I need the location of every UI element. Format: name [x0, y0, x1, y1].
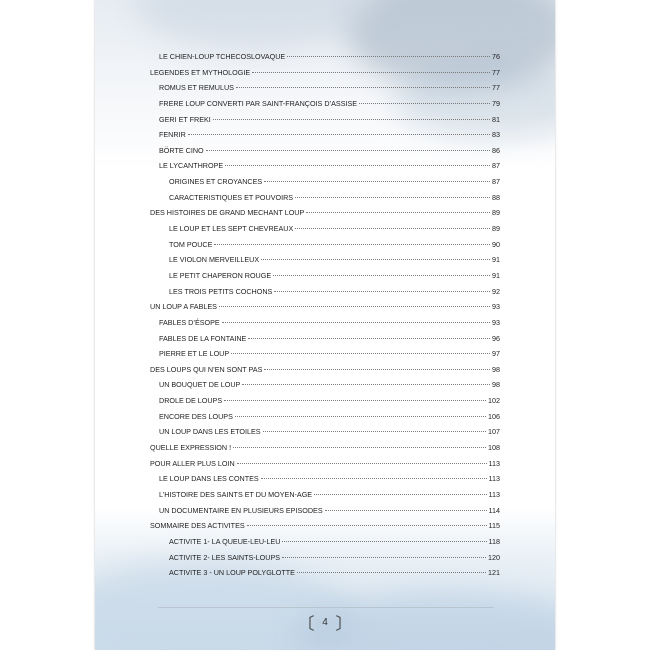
- toc-entry[interactable]: [150, 537, 500, 553]
- toc-entry-title: L’HISTOIRE DES SAINTS ET DU MOYEN-AGE: [159, 489, 313, 499]
- toc-entry[interactable]: [150, 459, 500, 475]
- toc-entry-title: LE LOUP ET LES SEPT CHEVREAUX: [169, 224, 294, 234]
- toc-entry-title: TOM POUCE: [169, 239, 213, 249]
- toc-entry-page: 113: [488, 489, 500, 499]
- toc-entry-title: ROMUS ET REMULUS: [159, 83, 234, 93]
- toc-entry-page: 86: [492, 145, 500, 155]
- toc-leader-dots: [306, 212, 490, 213]
- toc-entry[interactable]: [150, 318, 500, 334]
- toc-entry-title: LE LYCANTHROPE: [159, 161, 224, 171]
- toc-entry-title: UN BOUQUET DE LOUP: [159, 380, 241, 390]
- toc-entry[interactable]: [150, 240, 500, 256]
- toc-entry-title: LE PETIT CHAPERON ROUGE: [169, 270, 272, 280]
- toc-entry-title: LE CHIEN-LOUP TCHECOSLOVAQUE: [159, 52, 286, 61]
- toc-leader-dots: [231, 353, 490, 354]
- toc-entry[interactable]: [150, 161, 500, 177]
- toc-entry-page: 93: [492, 302, 500, 312]
- watercolor-cloud: [135, 0, 375, 50]
- toc-entry-title: SOMMAIRE DES ACTIVITES: [150, 521, 245, 531]
- toc-leader-dots: [242, 384, 490, 385]
- toc-entry-page: 92: [492, 286, 500, 296]
- toc-entry[interactable]: [150, 177, 500, 193]
- toc-entry[interactable]: [150, 474, 500, 490]
- toc-entry[interactable]: [150, 68, 500, 84]
- toc-entry[interactable]: [150, 443, 500, 459]
- toc-entry-title: FABLES D’ÉSOPE: [159, 317, 220, 327]
- table-of-contents: [150, 52, 500, 584]
- toc-leader-dots: [264, 181, 490, 182]
- toc-entry[interactable]: [150, 521, 500, 537]
- toc-entry-title: LES TROIS PETITS COCHONS: [169, 286, 273, 296]
- toc-entry-page: 120: [488, 552, 500, 562]
- toc-leader-dots: [264, 369, 490, 370]
- toc-leader-dots: [274, 291, 490, 292]
- toc-leader-dots: [261, 478, 487, 479]
- toc-entry-title: ACTIVITE 3 - UN LOUP POLYGLOTTE: [169, 568, 295, 578]
- toc-entry[interactable]: [150, 130, 500, 146]
- toc-leader-dots: [252, 72, 490, 73]
- toc-entry-title: DES LOUPS QUI N’EN SONT PAS: [150, 364, 263, 374]
- toc-leader-dots: [206, 150, 490, 151]
- toc-entry[interactable]: [150, 412, 500, 428]
- toc-entry-page: 114: [488, 505, 500, 515]
- toc-leader-dots: [295, 197, 490, 198]
- toc-entry-title: LE LOUP DANS LES CONTES: [159, 474, 259, 484]
- toc-entry-page: 121: [488, 568, 500, 578]
- toc-entry[interactable]: [150, 208, 500, 224]
- toc-entry[interactable]: [150, 287, 500, 303]
- toc-entry-page: 106: [488, 411, 500, 421]
- toc-entry-title: CARACTERISTIQUES ET POUVOIRS: [169, 192, 294, 202]
- toc-entry-page: 81: [492, 114, 500, 124]
- toc-entry-page: 115: [488, 521, 500, 531]
- toc-leader-dots: [213, 119, 490, 120]
- toc-leader-dots: [219, 306, 490, 307]
- toc-leader-dots: [314, 494, 486, 495]
- toc-entry[interactable]: [150, 334, 500, 350]
- toc-entry[interactable]: [150, 193, 500, 209]
- toc-leader-dots: [359, 103, 490, 104]
- toc-entry-page: 107: [488, 427, 500, 437]
- toc-entry-title: ENCORE DES LOUPS: [159, 411, 233, 421]
- toc-entry-page: 77: [492, 67, 500, 77]
- toc-entry[interactable]: [150, 553, 500, 569]
- page-number-value: 4: [322, 616, 328, 628]
- toc-leader-dots: [287, 56, 490, 57]
- toc-entry-page: 96: [492, 333, 500, 343]
- toc-entry-page: 90: [492, 239, 500, 249]
- toc-leader-dots: [282, 557, 486, 558]
- toc-entry[interactable]: [150, 490, 500, 506]
- toc-entry[interactable]: [150, 568, 500, 584]
- toc-entry-title: LE VIOLON MERVEILLEUX: [169, 255, 260, 265]
- toc-entry-page: 76: [492, 52, 500, 61]
- toc-entry[interactable]: [150, 427, 500, 443]
- toc-entry-page: 118: [488, 536, 500, 546]
- toc-entry-page: 89: [492, 224, 500, 234]
- toc-leader-dots: [261, 259, 490, 260]
- toc-entry[interactable]: [150, 224, 500, 240]
- toc-entry[interactable]: [150, 146, 500, 162]
- toc-entry-page: 113: [488, 458, 500, 468]
- toc-entry-title: FENRIR: [159, 130, 186, 140]
- toc-entry-title: FRERE LOUP CONVERTI PAR SAINT-FRANÇOIS D’ASSISE: [159, 98, 358, 108]
- toc-entry-page: 98: [492, 380, 500, 390]
- toc-leader-dots: [295, 228, 490, 229]
- toc-leader-dots: [282, 541, 486, 542]
- toc-entry-title: GERI ET FREKI: [159, 114, 211, 124]
- toc-entry-title: LEGENDES ET MYTHOLOGIE: [150, 67, 251, 77]
- footer-divider: [158, 607, 493, 608]
- toc-entry-title: DES HISTOIRES DE GRAND MECHANT LOUP: [150, 208, 305, 218]
- toc-entry-title: DROLE DE LOUPS: [159, 396, 223, 406]
- toc-entry[interactable]: [150, 365, 500, 381]
- toc-leader-dots: [214, 244, 490, 245]
- toc-leader-dots: [235, 416, 486, 417]
- page-number: [298, 613, 352, 633]
- toc-entry-page: 98: [492, 364, 500, 374]
- toc-leader-dots: [297, 572, 486, 573]
- toc-entry-title: PIERRE ET LE LOUP: [159, 349, 230, 359]
- toc-entry-page: 97: [492, 349, 500, 359]
- toc-entry-title: ACTIVITE 1- LA QUEUE-LEU-LEU: [169, 536, 281, 546]
- bracket-right: 〕: [335, 615, 352, 633]
- toc-entry-page: 79: [492, 98, 500, 108]
- toc-entry[interactable]: [150, 115, 500, 131]
- toc-entry-page: 87: [492, 177, 500, 187]
- toc-entry[interactable]: [150, 83, 500, 99]
- toc-entry-title: POUR ALLER PLUS LOIN: [150, 458, 235, 468]
- toc-entry-title: ORIGINES ET CROYANCES: [169, 177, 263, 187]
- toc-leader-dots: [237, 463, 487, 464]
- toc-entry[interactable]: [150, 271, 500, 287]
- toc-entry-page: 93: [492, 317, 500, 327]
- toc-entry-title: FABLES DE LA FONTAINE: [159, 333, 247, 343]
- toc-entry[interactable]: [150, 349, 500, 365]
- toc-entry-page: 83: [492, 130, 500, 140]
- toc-entry-page: 91: [492, 255, 500, 265]
- bracket-left: 〔: [298, 615, 315, 633]
- toc-entry-title: UN LOUP DANS LES ETOILES: [159, 427, 261, 437]
- toc-entry-page: 89: [492, 208, 500, 218]
- toc-entry[interactable]: [150, 255, 500, 271]
- toc-entry[interactable]: [150, 99, 500, 115]
- toc-entry[interactable]: [150, 396, 500, 412]
- toc-entry[interactable]: [150, 52, 500, 68]
- toc-leader-dots: [273, 275, 490, 276]
- toc-entry[interactable]: [150, 380, 500, 396]
- toc-leader-dots: [247, 525, 487, 526]
- toc-leader-dots: [222, 322, 490, 323]
- toc-leader-dots: [224, 400, 486, 401]
- toc-leader-dots: [188, 134, 490, 135]
- toc-entry-page: 77: [492, 83, 500, 93]
- toc-entry-page: 108: [488, 443, 500, 453]
- toc-leader-dots: [263, 431, 486, 432]
- toc-entry-title: UN DOCUMENTAIRE EN PLUSIEURS EPISODES: [159, 505, 323, 515]
- toc-leader-dots: [325, 510, 487, 511]
- toc-entry-title: BÖRTE CINO: [159, 145, 204, 155]
- toc-entry-page: 91: [492, 270, 500, 280]
- toc-entry-page: 113: [488, 474, 500, 484]
- toc-entry[interactable]: [150, 302, 500, 318]
- toc-entry-title: UN LOUP A FABLES: [150, 302, 217, 312]
- toc-entry[interactable]: [150, 506, 500, 522]
- toc-entry-title: QUELLE EXPRESSION !: [150, 443, 232, 453]
- toc-entry-title: ACTIVITE 2- LES SAINTS-LOUPS: [169, 552, 281, 562]
- toc-entry-page: 88: [492, 192, 500, 202]
- toc-leader-dots: [233, 447, 486, 448]
- toc-leader-dots: [236, 87, 490, 88]
- toc-entry-page: 87: [492, 161, 500, 171]
- toc-leader-dots: [225, 165, 490, 166]
- toc-leader-dots: [248, 338, 490, 339]
- toc-entry-page: 102: [488, 396, 500, 406]
